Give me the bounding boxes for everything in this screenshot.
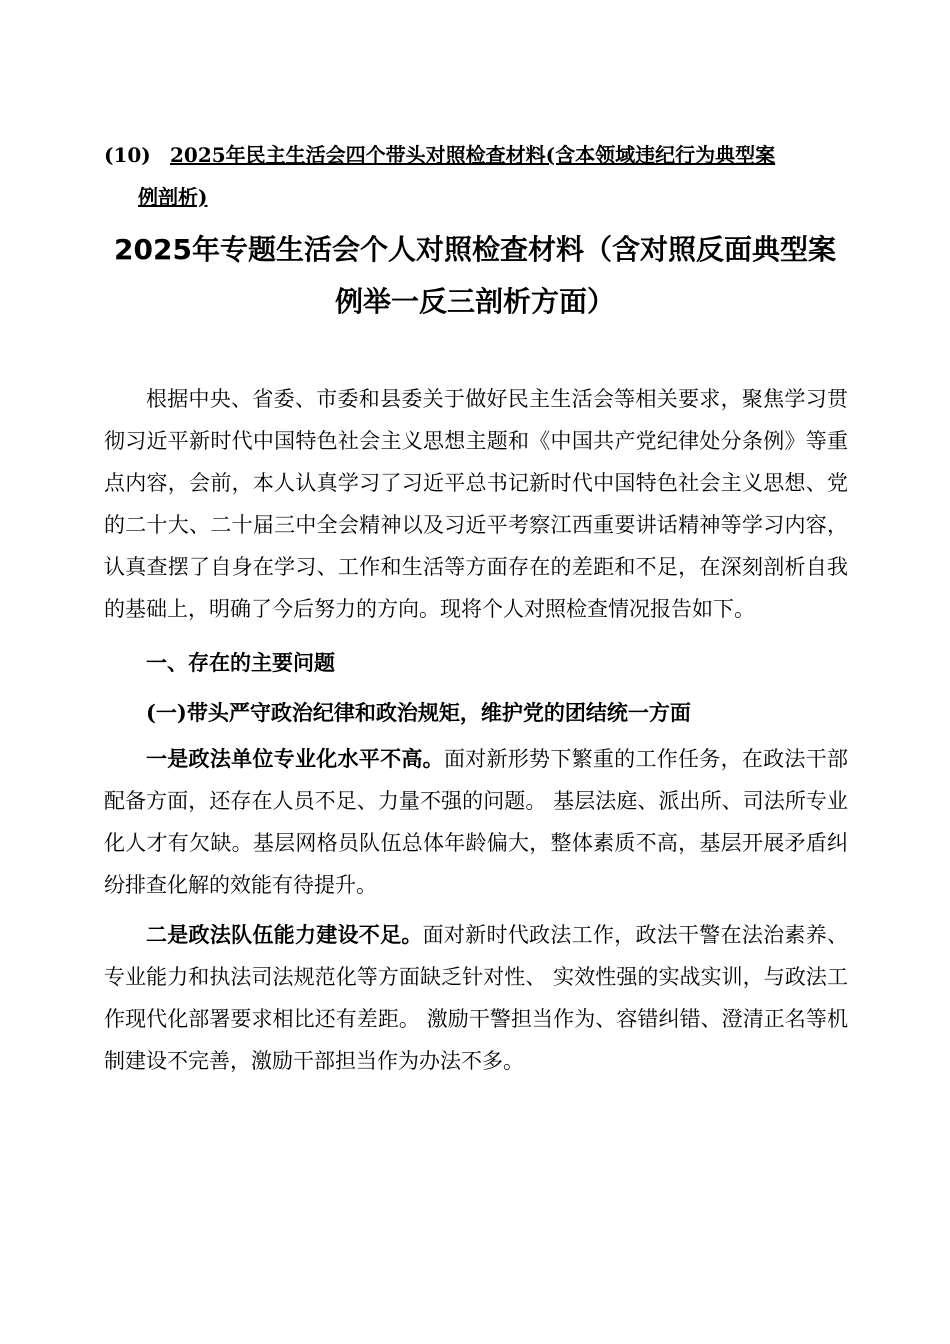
item-2-text: 面对新时代政法工作，政法干警在法治素养、专业能力和执法司法规范化等方面缺乏针对性、 实效性强的实战实训，与政法工作现代化部署要求相比还有差距。 激励干警担当作为、容错纠错、澄清正名等机制建设不完善，激励干部担当作为办法不多。 (104, 923, 848, 1073)
spacer (104, 630, 848, 638)
item-1-lead: 一是政法单位专业化水平不高。 (146, 746, 444, 771)
subsection-heading: (一)带头严守政治纪律和政治规矩，维护党的团结统一方面 (146, 700, 691, 725)
item-1-text: 面对新形势下繁重的工作任务，在政法干部配备方面，还存在人员不足、力量不强的问题。 基层法庭、派出所、司法所专业化人才有欠缺。基层网格员队伍总体年龄偏大，整体素质不高，基层开展矛盾纠纷排查化解的效能有待提升。 (104, 747, 848, 897)
toc-entry-link-line1[interactable]: 2025年民主生活会四个带头对照检查材料(含本领域违纪行为典型案 (170, 143, 776, 167)
toc-entry[interactable] (104, 134, 844, 218)
document-title (100, 224, 850, 328)
document-title-line2: 例举一反三剖析方面） (334, 285, 615, 318)
item-paragraph-1 (104, 738, 848, 906)
document-body (104, 378, 848, 1082)
toc-entry-number: (10) (104, 143, 151, 167)
item-2-lead: 二是政法队伍能力建设不足。 (146, 922, 423, 947)
spacer (104, 906, 848, 914)
intro-paragraph: 根据中央、省委、市委和县委关于做好民主生活会等相关要求，聚焦学习贯彻习近平新时代中国特色社会主义思想主题和《中国共产党纪律处分条例》等重点内容，会前，本人认真学习了习近平总书记新时代中国特色社会主义思想、党的二十大、二十届三中全会精神以及习近平考察江西重要讲话精神等学习内容，认真查摆了自身在学习、工作和生活等方面存在的差距和不足，在深刻剖析自我的基础上，明确了今后努力的方向。现将个人对照检查情况报告如下。 (104, 387, 848, 621)
toc-entry-link-line2[interactable]: 例剖析) (138, 185, 208, 209)
item-paragraph-2 (104, 914, 848, 1082)
section-heading: 一、存在的主要问题 (146, 650, 335, 675)
document-title-line1: 2025年专题生活会个人对照检查材料（含对照反面典型案 (114, 233, 836, 266)
